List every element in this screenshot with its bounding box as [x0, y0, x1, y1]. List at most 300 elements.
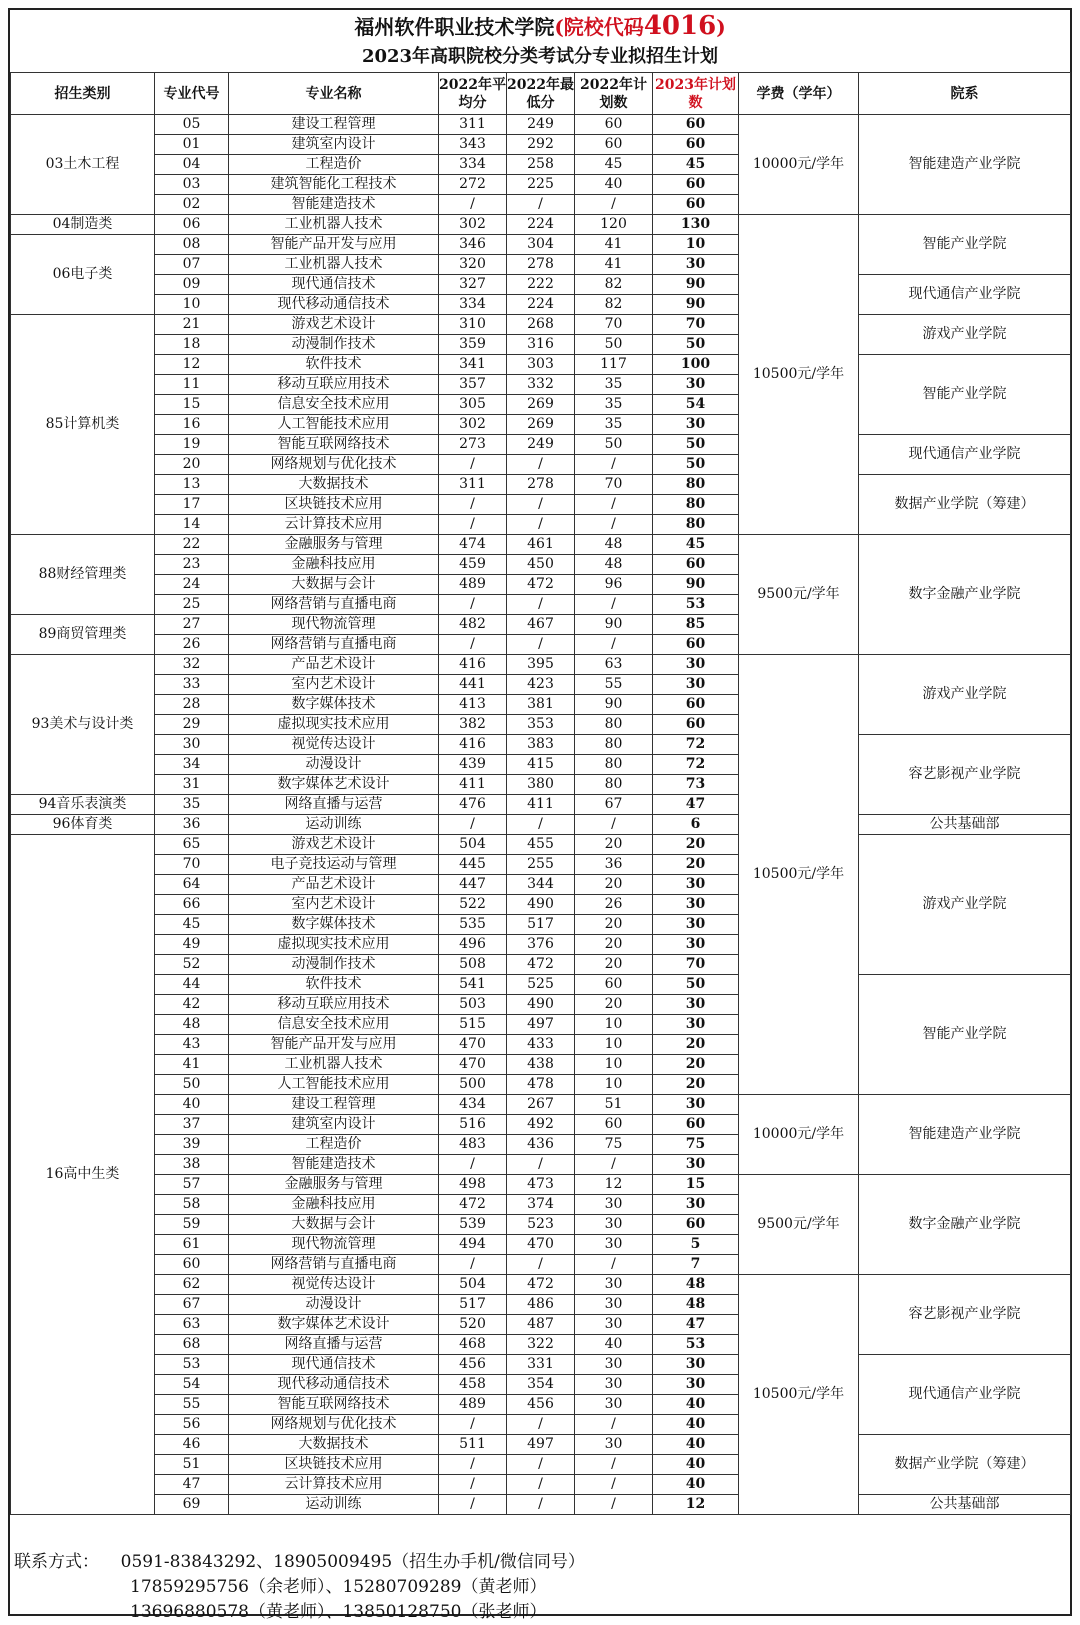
plan-2022-cell: /: [575, 1475, 653, 1495]
major-name-cell: 动漫制作技术: [229, 955, 439, 975]
major-code-cell: 31: [155, 775, 229, 795]
table-row: [11, 1355, 1071, 1375]
plan-2022-cell: 80: [575, 735, 653, 755]
avg-2022-cell: 273: [439, 435, 507, 455]
major-name-cell: 工业机器人技术: [229, 1055, 439, 1075]
avg-2022-cell: 500: [439, 1075, 507, 1095]
avg-2022-cell: 503: [439, 995, 507, 1015]
major-code-cell: 04: [155, 155, 229, 175]
header-2022-avg: 2022年平均分: [439, 73, 507, 115]
plan-2023-cell: 20: [653, 855, 739, 875]
plan-2023-cell: 70: [653, 955, 739, 975]
min-2022-cell: 415: [507, 755, 575, 775]
plan-2022-cell: 50: [575, 335, 653, 355]
major-name-cell: 移动互联应用技术: [229, 375, 439, 395]
major-code-cell: 47: [155, 1475, 229, 1495]
school-code: 4016: [643, 11, 717, 41]
header-major-code: 专业代号: [155, 73, 229, 115]
plan-2022-cell: 120: [575, 215, 653, 235]
plan-2022-cell: 48: [575, 535, 653, 555]
major-name-cell: 建筑室内设计: [229, 135, 439, 155]
table-body: [11, 115, 1071, 1515]
plan-2023-cell: 70: [653, 315, 739, 335]
avg-2022-cell: 346: [439, 235, 507, 255]
min-2022-cell: /: [507, 1475, 575, 1495]
avg-2022-cell: 334: [439, 155, 507, 175]
avg-2022-cell: 482: [439, 615, 507, 635]
avg-2022-cell: 272: [439, 175, 507, 195]
table-row: [11, 655, 1071, 675]
major-code-cell: 02: [155, 195, 229, 215]
min-2022-cell: 278: [507, 255, 575, 275]
plan-2023-cell: 40: [653, 1395, 739, 1415]
plan-2023-cell: 30: [653, 935, 739, 955]
plan-2022-cell: 60: [575, 135, 653, 155]
major-code-cell: 14: [155, 515, 229, 535]
plan-2023-cell: 75: [653, 1135, 739, 1155]
min-2022-cell: 411: [507, 795, 575, 815]
plan-2023-cell: 53: [653, 595, 739, 615]
major-name-cell: 现代移动通信技术: [229, 1375, 439, 1395]
major-code-cell: 42: [155, 995, 229, 1015]
table-row: [11, 115, 1071, 135]
major-name-cell: 金融科技应用: [229, 555, 439, 575]
plan-2023-cell: 60: [653, 175, 739, 195]
plan-2023-cell: 40: [653, 1415, 739, 1435]
avg-2022-cell: /: [439, 1455, 507, 1475]
major-code-cell: 40: [155, 1095, 229, 1115]
header-2022-min: 2022年最低分: [507, 73, 575, 115]
major-name-cell: 区块链技术应用: [229, 1455, 439, 1475]
plan-2022-cell: 60: [575, 975, 653, 995]
plan-2023-cell: 73: [653, 775, 739, 795]
category-cell: 16高中生类: [11, 835, 155, 1515]
avg-2022-cell: 413: [439, 695, 507, 715]
school-name: 福州软件职业技术学院: [354, 15, 555, 39]
major-code-cell: 13: [155, 475, 229, 495]
avg-2022-cell: 458: [439, 1375, 507, 1395]
major-name-cell: 产品艺术设计: [229, 875, 439, 895]
avg-2022-cell: 311: [439, 475, 507, 495]
contact-info: [14, 1550, 1064, 1625]
avg-2022-cell: /: [439, 1255, 507, 1275]
plan-2022-cell: 20: [575, 955, 653, 975]
plan-2022-cell: /: [575, 1495, 653, 1515]
major-name-cell: 智能互联网络技术: [229, 1395, 439, 1415]
major-code-cell: 30: [155, 735, 229, 755]
plan-2022-cell: 10: [575, 1035, 653, 1055]
major-name-cell: 网络营销与直播电商: [229, 595, 439, 615]
plan-2023-cell: 30: [653, 375, 739, 395]
major-code-cell: 48: [155, 1015, 229, 1035]
plan-2023-cell: 130: [653, 215, 739, 235]
tuition-cell: 10500元/学年: [739, 655, 859, 1095]
plan-2023-cell: 50: [653, 455, 739, 475]
plan-2022-cell: /: [575, 195, 653, 215]
avg-2022-cell: 516: [439, 1115, 507, 1135]
major-name-cell: 游戏艺术设计: [229, 835, 439, 855]
min-2022-cell: 374: [507, 1195, 575, 1215]
min-2022-cell: /: [507, 455, 575, 475]
plan-2023-cell: 60: [653, 695, 739, 715]
plan-2023-cell: 20: [653, 1075, 739, 1095]
plan-subtitle: 2023年高职院校分类考试分专业拟招生计划: [361, 46, 719, 67]
department-cell: 数据产业学院（筹建）: [859, 1435, 1071, 1495]
major-name-cell: 网络营销与直播电商: [229, 1255, 439, 1275]
major-name-cell: 产品艺术设计: [229, 655, 439, 675]
category-cell: 96体育类: [11, 815, 155, 835]
department-cell: 公共基础部: [859, 1495, 1071, 1515]
min-2022-cell: 497: [507, 1015, 575, 1035]
plan-2023-cell: 50: [653, 335, 739, 355]
plan-2023-cell: 60: [653, 135, 739, 155]
major-code-cell: 27: [155, 615, 229, 635]
plan-2022-cell: 90: [575, 615, 653, 635]
major-code-cell: 34: [155, 755, 229, 775]
plan-2022-cell: 60: [575, 115, 653, 135]
min-2022-cell: 331: [507, 1355, 575, 1375]
plan-2023-cell: 6: [653, 815, 739, 835]
avg-2022-cell: 456: [439, 1355, 507, 1375]
department-cell: 智能建造产业学院: [859, 1095, 1071, 1175]
min-2022-cell: 278: [507, 475, 575, 495]
major-name-cell: 虚拟现实技术应用: [229, 715, 439, 735]
avg-2022-cell: 320: [439, 255, 507, 275]
avg-2022-cell: 445: [439, 855, 507, 875]
min-2022-cell: 472: [507, 955, 575, 975]
major-code-cell: 59: [155, 1215, 229, 1235]
plan-2022-cell: 12: [575, 1175, 653, 1195]
major-name-cell: 信息安全技术应用: [229, 395, 439, 415]
avg-2022-cell: 511: [439, 1435, 507, 1455]
major-name-cell: 工程造价: [229, 155, 439, 175]
major-name-cell: 数字媒体技术: [229, 695, 439, 715]
table-row: [11, 1095, 1071, 1115]
min-2022-cell: 353: [507, 715, 575, 735]
plan-2023-cell: 60: [653, 635, 739, 655]
min-2022-cell: 380: [507, 775, 575, 795]
plan-2022-cell: 45: [575, 155, 653, 175]
plan-2022-cell: 30: [575, 1195, 653, 1215]
plan-2022-cell: 80: [575, 715, 653, 735]
major-name-cell: 软件技术: [229, 975, 439, 995]
table-row: [11, 735, 1071, 755]
plan-2022-cell: 30: [575, 1215, 653, 1235]
min-2022-cell: 497: [507, 1435, 575, 1455]
plan-2023-cell: 85: [653, 615, 739, 635]
school-title: [10, 12, 1070, 41]
min-2022-cell: /: [507, 595, 575, 615]
major-code-cell: 29: [155, 715, 229, 735]
tuition-cell: 10000元/学年: [739, 1095, 859, 1175]
major-code-cell: 18: [155, 335, 229, 355]
avg-2022-cell: 496: [439, 935, 507, 955]
plan-2022-cell: /: [575, 455, 653, 475]
major-code-cell: 06: [155, 215, 229, 235]
table-row: [11, 475, 1071, 495]
plan-2022-cell: 10: [575, 1075, 653, 1095]
avg-2022-cell: /: [439, 195, 507, 215]
major-name-cell: 智能产品开发与应用: [229, 1035, 439, 1055]
major-name-cell: 大数据技术: [229, 475, 439, 495]
plan-2022-cell: 80: [575, 755, 653, 775]
plan-2023-cell: 40: [653, 1475, 739, 1495]
major-code-cell: 69: [155, 1495, 229, 1515]
major-code-cell: 19: [155, 435, 229, 455]
plan-2022-cell: 10: [575, 1015, 653, 1035]
department-cell: 游戏产业学院: [859, 655, 1071, 735]
min-2022-cell: 436: [507, 1135, 575, 1155]
avg-2022-cell: 504: [439, 1275, 507, 1295]
major-name-cell: 运动训练: [229, 815, 439, 835]
plan-2023-cell: 60: [653, 1115, 739, 1135]
major-name-cell: 运动训练: [229, 1495, 439, 1515]
plan-2023-cell: 30: [653, 875, 739, 895]
plan-2023-cell: 20: [653, 1055, 739, 1075]
plan-2022-cell: 35: [575, 415, 653, 435]
table-row: [11, 975, 1071, 995]
plan-2023-cell: 30: [653, 1195, 739, 1215]
major-code-cell: 21: [155, 315, 229, 335]
min-2022-cell: 292: [507, 135, 575, 155]
plan-2023-cell: 45: [653, 155, 739, 175]
major-code-cell: 38: [155, 1155, 229, 1175]
plan-2022-cell: /: [575, 595, 653, 615]
major-name-cell: 智能建造技术: [229, 195, 439, 215]
major-code-cell: 08: [155, 235, 229, 255]
plan-2023-cell: 100: [653, 355, 739, 375]
min-2022-cell: 255: [507, 855, 575, 875]
major-code-cell: 01: [155, 135, 229, 155]
plan-2022-cell: 30: [575, 1315, 653, 1335]
plan-2023-cell: 80: [653, 495, 739, 515]
admission-plan-sheet: [8, 8, 1072, 1622]
avg-2022-cell: 468: [439, 1335, 507, 1355]
table-row: [11, 275, 1071, 295]
major-code-cell: 55: [155, 1395, 229, 1415]
major-code-cell: 64: [155, 875, 229, 895]
major-name-cell: 工业机器人技术: [229, 215, 439, 235]
major-code-cell: 33: [155, 675, 229, 695]
major-name-cell: 建设工程管理: [229, 115, 439, 135]
major-name-cell: 室内艺术设计: [229, 895, 439, 915]
major-code-cell: 44: [155, 975, 229, 995]
header-department: 院系: [859, 73, 1071, 115]
plan-2023-cell: 12: [653, 1495, 739, 1515]
major-name-cell: 金融服务与管理: [229, 535, 439, 555]
major-code-cell: 07: [155, 255, 229, 275]
plan-2023-cell: 60: [653, 195, 739, 215]
table-row: [11, 315, 1071, 335]
plan-2023-cell: 30: [653, 415, 739, 435]
plan-2022-cell: 30: [575, 1395, 653, 1415]
min-2022-cell: 249: [507, 435, 575, 455]
avg-2022-cell: 474: [439, 535, 507, 555]
major-name-cell: 视觉传达设计: [229, 1275, 439, 1295]
avg-2022-cell: 382: [439, 715, 507, 735]
major-code-cell: 45: [155, 915, 229, 935]
min-2022-cell: 470: [507, 1235, 575, 1255]
major-code-cell: 10: [155, 295, 229, 315]
min-2022-cell: 322: [507, 1335, 575, 1355]
table-row: [11, 1275, 1071, 1295]
major-code-cell: 51: [155, 1455, 229, 1475]
header-major-name: 专业名称: [229, 73, 439, 115]
department-cell: 智能产业学院: [859, 215, 1071, 275]
major-code-cell: 58: [155, 1195, 229, 1215]
avg-2022-cell: 515: [439, 1015, 507, 1035]
contact-label: 联系方式：: [14, 1552, 99, 1572]
major-code-cell: 36: [155, 815, 229, 835]
plan-2023-cell: 20: [653, 1035, 739, 1055]
major-name-cell: 网络营销与直播电商: [229, 635, 439, 655]
plan-2022-cell: 82: [575, 295, 653, 315]
major-code-cell: 63: [155, 1315, 229, 1335]
major-code-cell: 22: [155, 535, 229, 555]
plan-2022-cell: 63: [575, 655, 653, 675]
department-cell: 公共基础部: [859, 815, 1071, 835]
plan-2022-cell: 75: [575, 1135, 653, 1155]
major-name-cell: 软件技术: [229, 355, 439, 375]
min-2022-cell: 423: [507, 675, 575, 695]
plan-2022-cell: 41: [575, 255, 653, 275]
plan-2022-cell: 41: [575, 235, 653, 255]
contact-line-2: 17859295756（余老师）、15280709289（黄老师）: [130, 1577, 547, 1597]
major-code-cell: 41: [155, 1055, 229, 1075]
major-name-cell: 大数据技术: [229, 1435, 439, 1455]
major-code-cell: 26: [155, 635, 229, 655]
major-code-cell: 43: [155, 1035, 229, 1055]
avg-2022-cell: 311: [439, 115, 507, 135]
plan-2023-cell: 30: [653, 995, 739, 1015]
plan-2022-cell: 35: [575, 375, 653, 395]
min-2022-cell: 224: [507, 215, 575, 235]
plan-2022-cell: 35: [575, 395, 653, 415]
major-name-cell: 工程造价: [229, 1135, 439, 1155]
min-2022-cell: 354: [507, 1375, 575, 1395]
plan-2022-cell: 80: [575, 775, 653, 795]
plan-2023-cell: 72: [653, 755, 739, 775]
plan-2022-cell: 20: [575, 935, 653, 955]
min-2022-cell: 472: [507, 1275, 575, 1295]
major-name-cell: 建筑室内设计: [229, 1115, 439, 1135]
avg-2022-cell: 498: [439, 1175, 507, 1195]
avg-2022-cell: 470: [439, 1055, 507, 1075]
table-header-row: [11, 73, 1071, 115]
avg-2022-cell: /: [439, 495, 507, 515]
plan-2022-cell: 40: [575, 175, 653, 195]
major-code-cell: 16: [155, 415, 229, 435]
avg-2022-cell: /: [439, 1475, 507, 1495]
min-2022-cell: 249: [507, 115, 575, 135]
major-code-cell: 65: [155, 835, 229, 855]
min-2022-cell: 490: [507, 995, 575, 1015]
avg-2022-cell: 520: [439, 1315, 507, 1335]
plan-2023-cell: 45: [653, 535, 739, 555]
header-2023-plan: 2023年计划数: [653, 73, 739, 115]
major-name-cell: 移动互联应用技术: [229, 995, 439, 1015]
avg-2022-cell: 539: [439, 1215, 507, 1235]
major-name-cell: 现代通信技术: [229, 1355, 439, 1375]
min-2022-cell: 267: [507, 1095, 575, 1115]
plan-2022-cell: /: [575, 515, 653, 535]
avg-2022-cell: 494: [439, 1235, 507, 1255]
plan-2023-cell: 30: [653, 255, 739, 275]
major-name-cell: 建筑智能化工程技术: [229, 175, 439, 195]
min-2022-cell: 525: [507, 975, 575, 995]
min-2022-cell: /: [507, 515, 575, 535]
major-code-cell: 52: [155, 955, 229, 975]
min-2022-cell: /: [507, 1415, 575, 1435]
major-code-cell: 70: [155, 855, 229, 875]
min-2022-cell: 438: [507, 1055, 575, 1075]
plan-2023-cell: 53: [653, 1335, 739, 1355]
avg-2022-cell: 302: [439, 415, 507, 435]
plan-2022-cell: /: [575, 635, 653, 655]
department-cell: 智能产业学院: [859, 975, 1071, 1095]
plan-2022-cell: 67: [575, 795, 653, 815]
plan-2023-cell: 20: [653, 835, 739, 855]
department-cell: 数据产业学院（筹建）: [859, 475, 1071, 535]
avg-2022-cell: /: [439, 1155, 507, 1175]
major-name-cell: 云计算技术应用: [229, 515, 439, 535]
major-code-cell: 60: [155, 1255, 229, 1275]
avg-2022-cell: 489: [439, 1395, 507, 1415]
plan-2022-cell: 30: [575, 1295, 653, 1315]
plan-2023-cell: 30: [653, 895, 739, 915]
plan-2023-cell: 72: [653, 735, 739, 755]
plan-2023-cell: 30: [653, 1155, 739, 1175]
tuition-cell: 10500元/学年: [739, 1275, 859, 1515]
major-code-cell: 20: [155, 455, 229, 475]
plan-2023-cell: 90: [653, 275, 739, 295]
avg-2022-cell: 504: [439, 835, 507, 855]
major-name-cell: 动漫设计: [229, 755, 439, 775]
major-name-cell: 信息安全技术应用: [229, 1015, 439, 1035]
contact-line-3: 13696880578（黄老师）、13850128750（张老师）: [130, 1602, 547, 1622]
plan-2023-cell: 47: [653, 795, 739, 815]
major-name-cell: 现代物流管理: [229, 1235, 439, 1255]
plan-2023-cell: 5: [653, 1235, 739, 1255]
plan-2022-cell: /: [575, 815, 653, 835]
plan-2022-cell: 90: [575, 695, 653, 715]
major-code-cell: 53: [155, 1355, 229, 1375]
plan-2022-cell: 50: [575, 435, 653, 455]
plan-2023-cell: 30: [653, 1015, 739, 1035]
min-2022-cell: 517: [507, 915, 575, 935]
avg-2022-cell: 508: [439, 955, 507, 975]
plan-2022-cell: 48: [575, 555, 653, 575]
table-row: [11, 835, 1071, 855]
major-name-cell: 建设工程管理: [229, 1095, 439, 1115]
min-2022-cell: 268: [507, 315, 575, 335]
major-name-cell: 动漫制作技术: [229, 335, 439, 355]
major-code-cell: 61: [155, 1235, 229, 1255]
avg-2022-cell: 517: [439, 1295, 507, 1315]
plan-2023-cell: 48: [653, 1275, 739, 1295]
min-2022-cell: /: [507, 1495, 575, 1515]
plan-2023-cell: 7: [653, 1255, 739, 1275]
major-code-cell: 56: [155, 1415, 229, 1435]
plan-2022-cell: 30: [575, 1355, 653, 1375]
major-code-cell: 50: [155, 1075, 229, 1095]
avg-2022-cell: 302: [439, 215, 507, 235]
tuition-cell: 9500元/学年: [739, 1175, 859, 1275]
department-cell: 现代通信产业学院: [859, 275, 1071, 315]
plan-2023-cell: 40: [653, 1435, 739, 1455]
plan-2022-cell: 40: [575, 1335, 653, 1355]
major-name-cell: 电子竞技运动与管理: [229, 855, 439, 875]
